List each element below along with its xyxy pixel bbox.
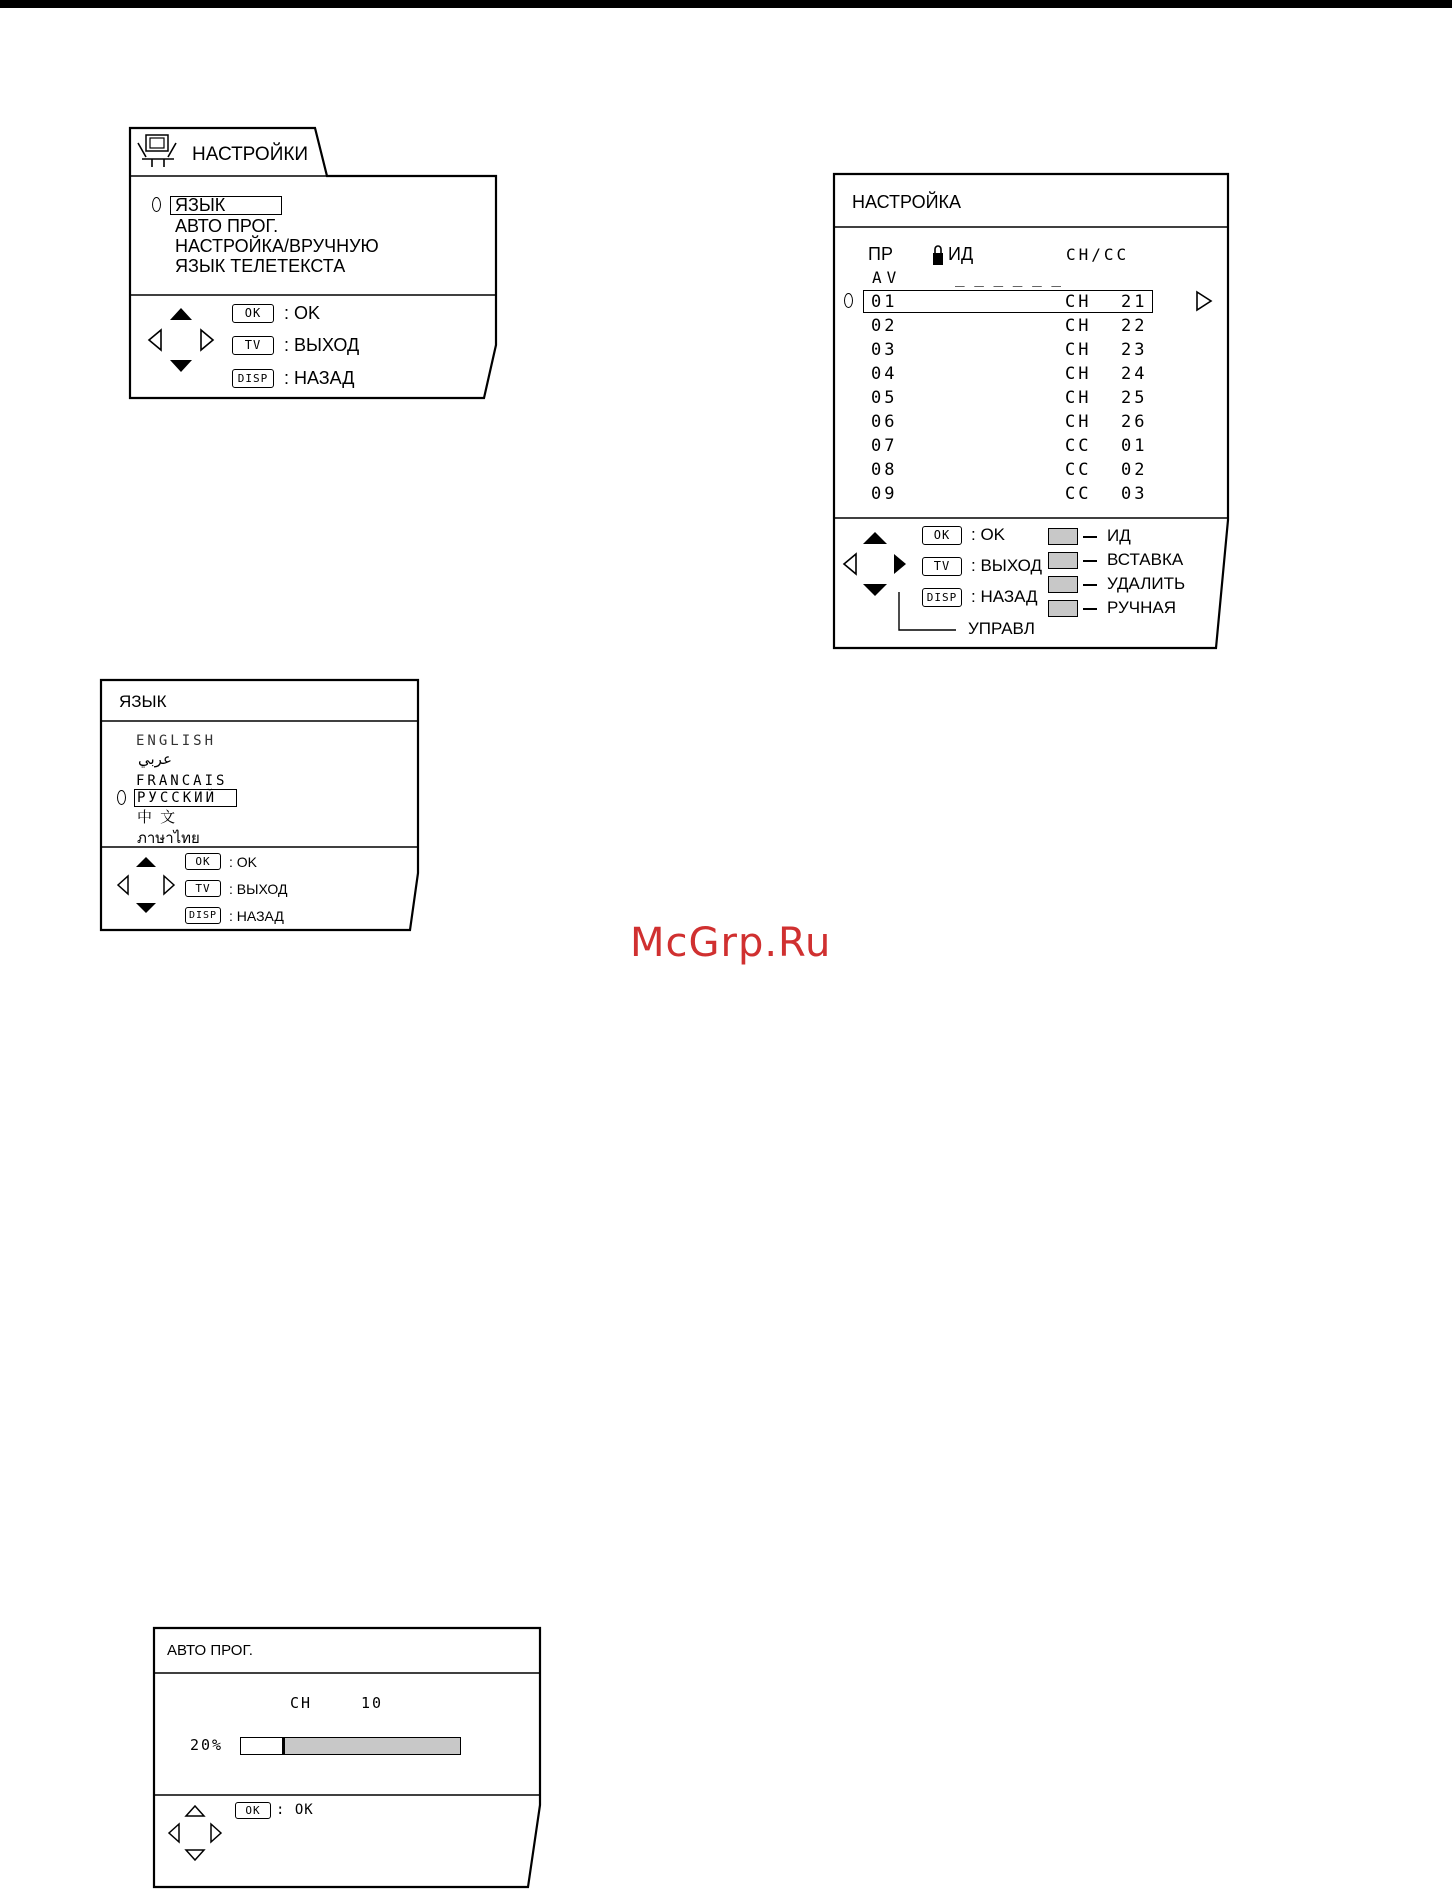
disp-key-icon: DISP (185, 907, 221, 924)
channel-pr-number: 02 (871, 316, 898, 336)
channel-band: CH (1065, 364, 1092, 384)
color-key-delete: УДАЛИТЬ (1107, 574, 1186, 593)
auto-prog-frame (0, 0, 560, 1889)
watermark-text: McGrp.Ru (630, 920, 832, 966)
menu-item-auto-prog[interactable]: АВТО ПРОГ. (175, 216, 279, 236)
nav-arrows-icon (166, 1803, 224, 1863)
ok-key-icon: OK (185, 853, 221, 870)
right-arrow-icon[interactable] (1195, 290, 1213, 312)
tv-key-icon: TV (232, 336, 274, 355)
menu-item-manual-tuning[interactable]: НАСТРОЙКА/ВРУЧНУЮ (175, 236, 379, 256)
av-id-placeholder: _ _ _ _ _ _ (955, 268, 1061, 287)
channel-band: CH (1065, 412, 1092, 432)
channel-band-label: CH (290, 1694, 313, 1712)
legend-ok-label: : OK (229, 854, 258, 870)
selection-cursor-icon (844, 293, 853, 308)
auto-prog-title: АВТО ПРОГ. (167, 1642, 253, 1659)
channel-band: CC (1065, 460, 1092, 480)
channel-pr-number: 07 (871, 436, 898, 456)
channel-pr-number: 08 (871, 460, 898, 480)
ok-key-icon: OK (232, 304, 274, 323)
lock-icon (932, 244, 944, 266)
color-key-insert: ВСТАВКА (1107, 550, 1184, 569)
channel-band: CH (1065, 388, 1092, 408)
progress-bar-fill (241, 1738, 285, 1754)
progress-percent: 20% (190, 1736, 224, 1754)
tv-key-icon: TV (185, 880, 221, 897)
channel-band: CC (1065, 436, 1092, 456)
channel-pr-number: 04 (871, 364, 898, 384)
color-key-swatch (1048, 600, 1078, 617)
channel-pr-number: 05 (871, 388, 898, 408)
color-key-swatch (1048, 552, 1078, 569)
disp-key-icon: DISP (232, 369, 274, 388)
legend-exit-label: : ВЫХОД (284, 335, 360, 355)
color-key-swatch (1048, 576, 1078, 593)
language-option-chinese[interactable]: 中 文 (137, 809, 178, 826)
channel-pr-number: 06 (871, 412, 898, 432)
channel-band: CC (1065, 484, 1092, 504)
legend-exit-label: : ВЫХОД (971, 556, 1042, 575)
channel-number: 24 (1121, 364, 1148, 384)
tuning-title: НАСТРОЙКА (852, 192, 962, 212)
ok-key-icon: OK (235, 1802, 271, 1819)
av-label: AV (872, 268, 902, 287)
legend-ok-label: : OK (971, 525, 1006, 544)
channel-band: CH (1065, 292, 1092, 312)
legend-ok-label: : OK (284, 303, 321, 323)
channel-pr-number: 03 (871, 340, 898, 360)
tv-key-icon: TV (922, 557, 962, 576)
legend-exit-label: : ВЫХОД (229, 881, 288, 897)
column-header-id: ИД (948, 244, 974, 264)
disp-key-icon: DISP (922, 588, 962, 607)
channel-number: 25 (1121, 388, 1148, 408)
channel-band: CH (1065, 316, 1092, 336)
pointer-line (1083, 536, 1097, 538)
channel-number: 22 (1121, 316, 1148, 336)
settings-tab-title: НАСТРОЙКИ (192, 144, 309, 165)
column-header-ch: CH/CC (1066, 245, 1130, 264)
channel-number: 26 (1121, 412, 1148, 432)
legend-ok-label: : OK (276, 1802, 314, 1818)
color-key-id: ИД (1107, 526, 1131, 545)
pointer-line (1083, 560, 1097, 562)
language-option-english[interactable]: ENGLISH (136, 733, 217, 749)
language-option-thai[interactable]: ภาษาไทย (137, 830, 200, 847)
pointer-line (1083, 584, 1097, 586)
nav-arrows-icon (842, 530, 908, 598)
language-option-arabic[interactable]: عربي (138, 751, 172, 768)
color-key-manual: РУЧНАЯ (1107, 598, 1176, 617)
language-option-french[interactable]: FRANCAIS (136, 773, 228, 789)
language-title: ЯЗЫК (119, 692, 167, 711)
channel-band: CH (1065, 340, 1092, 360)
ok-key-icon: OK (922, 526, 962, 545)
channel-pr-number: 01 (871, 292, 898, 312)
channel-pr-number: 09 (871, 484, 898, 504)
color-key-swatch (1048, 528, 1078, 545)
menu-item-teletext-language[interactable]: ЯЗЫК ТЕЛЕТЕКСТА (175, 256, 346, 276)
selected-row-highlight (863, 290, 1153, 313)
channel-number: 01 (1121, 436, 1148, 456)
channel-number: 02 (1121, 460, 1148, 480)
column-header-pr: ПР (868, 244, 893, 264)
language-option-russian[interactable]: РУССКИЙ (137, 790, 218, 806)
channel-number: 10 (361, 1694, 384, 1712)
control-label: УПРАВЛ (968, 619, 1035, 638)
channel-number: 23 (1121, 340, 1148, 360)
channel-number: 03 (1121, 484, 1148, 504)
channel-number: 21 (1121, 292, 1148, 312)
legend-back-label: : НАЗАД (229, 908, 284, 924)
legend-back-label: : НАЗАД (284, 368, 355, 388)
pointer-line (1083, 608, 1097, 610)
progress-bar (240, 1737, 461, 1755)
menu-item-language[interactable]: ЯЗЫК (175, 195, 226, 215)
legend-back-label: : НАЗАД (971, 587, 1038, 606)
